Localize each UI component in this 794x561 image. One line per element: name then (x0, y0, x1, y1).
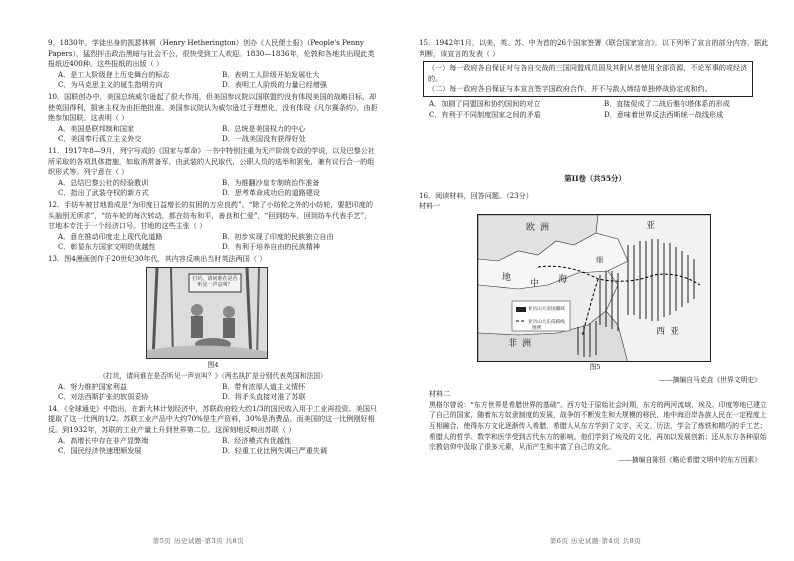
material-2-text: 黑格尔曾说：“东方世界是希腊世界的基础”。西方处于原始社会时期，东方的两河流域、埃及、印度等地已建立了自己的国家，随着东方奴隶制度的发展，战争的不断发生和大规模的移民，地中海沿岸各族人民在一定程度上互相融合，使得东方文化逐渐传入希腊，希腊人从东方学到了文字、天文、历法，学会了炼铁和精巧的手工艺；希腊人的哲学、数学和医学受到古代东方的影响。他们学到了埃及的文化，再加以发展创新；还从东方各种原始宗教信仰中汲取了很多元素，从而产生和丰富了自己的文化。 (429, 400, 767, 452)
map-figure-5 (477, 214, 711, 362)
figure-4-caption: 《打坑，请问谁在是否听见一声哀叫？》（两名执扩是分别代表英国和法国） (99, 372, 327, 381)
option-b: B．为推翻沙皇专制统治作准备 (222, 177, 320, 187)
cartoon-figure-4 (146, 267, 268, 359)
material-1-source: ——摘编自马克垚《世界文明史》 (659, 375, 761, 384)
option-d: D．一战美国没有获得好处 (222, 134, 306, 144)
option-d: D．轻重工业比例失调已严重失调 (222, 446, 327, 456)
question-12-options (48, 232, 378, 253)
option-a: A．意在推动印度走上现代化道路 (58, 231, 163, 241)
option-c: C．指出了武装夺权的新方式 (58, 188, 149, 198)
map-legend-territory: 亚历山大帝国疆域 (528, 306, 565, 312)
option-d: D．表明工人阶级的力量已经增强 (222, 80, 327, 90)
map-label-europe-1: 欧 (526, 222, 536, 233)
question-15-stem: 15．1942年1月，以美、英、苏、中为首的26个国家签署《联合国家宣言》，以下列举了宣言的部分内容，据此判断，该宣言的发表（ ） (419, 38, 769, 58)
question-14 (48, 404, 378, 457)
option-d: D．思考革命成功后的道路建设 (222, 188, 320, 198)
option-b: B．初步实现了印度的民族独立自由 (222, 231, 334, 241)
question-10-stem: 10．国联创办中，美国总统威尔逊起了很大作用，但美国参议院以国联盟约没有体现美国的战略目标，却使英国得利，损害主权为由拒绝批准。美国参议院认为威尔逊过于理想化，没有体现《凡尔赛条约》，由拒绝参加国联。这表明（ ） (48, 91, 378, 123)
map-legend-route: 亚历山大东侵路线 (528, 319, 565, 325)
map-label-mediterranean-3: 海 (558, 274, 568, 285)
question-16-stem: 16．阅读材料，回答问题。（23分） (419, 190, 533, 200)
declaration-excerpt-box (423, 61, 753, 97)
map-label-africa-2: 洲 (522, 338, 532, 349)
question-12 (48, 200, 378, 253)
question-9 (48, 38, 378, 91)
material-2-label: 材料二 (429, 389, 451, 399)
question-11 (48, 146, 378, 199)
question-11-stem: 11．1917年8—9月，列宁写成的《国家与革命》一书中特别注重为无产阶级专政的学说，以及巴黎公社所采取的各项具体措施，如取消常备军，由武装的人民取代，公职人员的选举和罢免，兼有议行合一的组织形式等。列宁意在（ ） (48, 145, 375, 177)
question-12-stem: 12．手纺车被甘地看成是“为印度日益增长的贫困的万应良药”。“除了小纺轮之外的小纺轮，要把印度的头脑别无所求”，“纺车轮的每次转动，都在纺布和平，善良和仁爱”，“回到纺车，回到纺车代表手艺”，甘地本专注于一个经济口号。甘地的这些主张（ ） (48, 199, 373, 231)
option-c: C．对法西斯扩张的软弱妥协 (58, 392, 149, 402)
question-11-options (48, 178, 378, 199)
left-column (48, 38, 378, 458)
declaration-item-2: （二）每一政府各自保证与本宣言签字国政府合作，并不与敌人缔结单独停战协定或和约。 (428, 84, 712, 94)
map-label-west-asia-2: 亚 (670, 326, 680, 337)
question-15-options (419, 99, 771, 120)
question-13 (48, 254, 378, 403)
question-9-stem: 9．1830年，学徒出身的凯瑟林顿（Henry Hetherington）创办《人民便士报》（People's Penny Papers），猛烈抨击政治黑暗与社会不公，很快受到工人欢迎。1830—1836年，伦敦和各地共出现此类报纸近400种。这些报纸的出版（ ） (48, 38, 375, 69)
question-13-stem: 13．图4漫画创作于20世纪30年代，其内容反映出当时英法两国（ ） (48, 253, 267, 263)
map-label-mediterranean-2: 中 (530, 278, 540, 289)
map-label-europe-2: 洲 (540, 222, 550, 233)
option-a: A．是工人阶级登上历史舞台的标志 (58, 69, 170, 79)
section-2-heading: 第II卷（共55分） (564, 174, 626, 184)
map-label-asia-minor: 细 (596, 255, 603, 264)
material-1-label: 材料一 (419, 201, 441, 211)
option-a: A．努力维护国家利益 (58, 381, 127, 391)
map-label-africa-1: 非 (508, 338, 518, 349)
map-label-west-asia-1: 西 (656, 326, 666, 337)
question-10 (48, 92, 378, 145)
option-a: A．美国是联邦制和国家 (58, 123, 135, 133)
option-a: A．总结巴黎公社的经验教训 (58, 177, 149, 187)
right-column (419, 38, 771, 469)
figure-4-label: 图4 (207, 361, 219, 370)
map-label-mediterranean-1: 地 (502, 272, 512, 283)
question-16 (419, 191, 771, 466)
option-b: B．直接促成了二战后雅尔塔体系的形成 (604, 98, 730, 108)
declaration-item-1: （一）每一政府各自保证对与各自交战的三国同盟成员国及其附从者使用全部资源，不论军事的或经济的。 (428, 63, 748, 83)
cartoon-sign-text: 打坑，请问谁在是否听见一声哀叫？ (192, 276, 238, 289)
option-b: B．经济模式有优越性 (222, 435, 292, 445)
option-d: D．有利于培养自由的民族精神 (222, 242, 320, 252)
option-d: D．意味着世界反法西斯统一战线形成 (604, 109, 724, 119)
map-legend-title: 图例 (532, 325, 542, 331)
right-page (397, 0, 794, 561)
question-13-options (48, 382, 378, 403)
option-c: C．为马克思主义的诞生指明方向 (58, 80, 163, 90)
question-14-options (48, 436, 378, 457)
map-label-asia-1: 亚 (646, 220, 656, 231)
option-c: C．彰显东方国家文明的优越性 (58, 242, 156, 252)
option-d: D．将矛头直接对准了苏联 (222, 392, 306, 402)
question-15 (419, 38, 771, 120)
option-b: B．表明工人阶级开始发展壮大 (222, 69, 320, 79)
question-14-stem: 14．《全球通史》中指出，在新大林计划经济中，苏联政府较大约1/3的国民收入用于工业再投资。美国只提取了这一比例的1/2。苏联工业产品中大约70%是生产资料，30%是消费品，而美国的这一比例刚好相反。到1932年，苏联的工业产量上升到世界第二位。这深刻地反映出苏联（ ） (48, 403, 378, 435)
option-a: A．加剧了同盟国和协约国间的对立 (429, 98, 541, 108)
right-page-footer: 第6页 历史试题·第4页 共8页 (549, 537, 642, 545)
question-9-options (48, 70, 378, 91)
option-b: B．带有浓厚人道主义情怀 (222, 381, 306, 391)
left-page-footer: 第5页 历史试题·第3页 共8页 (152, 537, 245, 545)
option-c: C．国民经济快速理顺发展 (58, 446, 142, 456)
option-c: C．美国奉行孤立主义外交 (58, 134, 142, 144)
option-a: A．高增长中存在非产显弊端 (58, 435, 149, 445)
option-b: B．总统是美国权力的中心 (222, 123, 306, 133)
material-2-source: ——摘编自陈恒《略论希腊文明中的东方因素》 (618, 455, 761, 464)
figure-5-label: 图5 (589, 362, 601, 371)
question-10-options (48, 124, 378, 145)
option-c: C．有利于不同制度国家之间的矛盾 (429, 109, 541, 119)
